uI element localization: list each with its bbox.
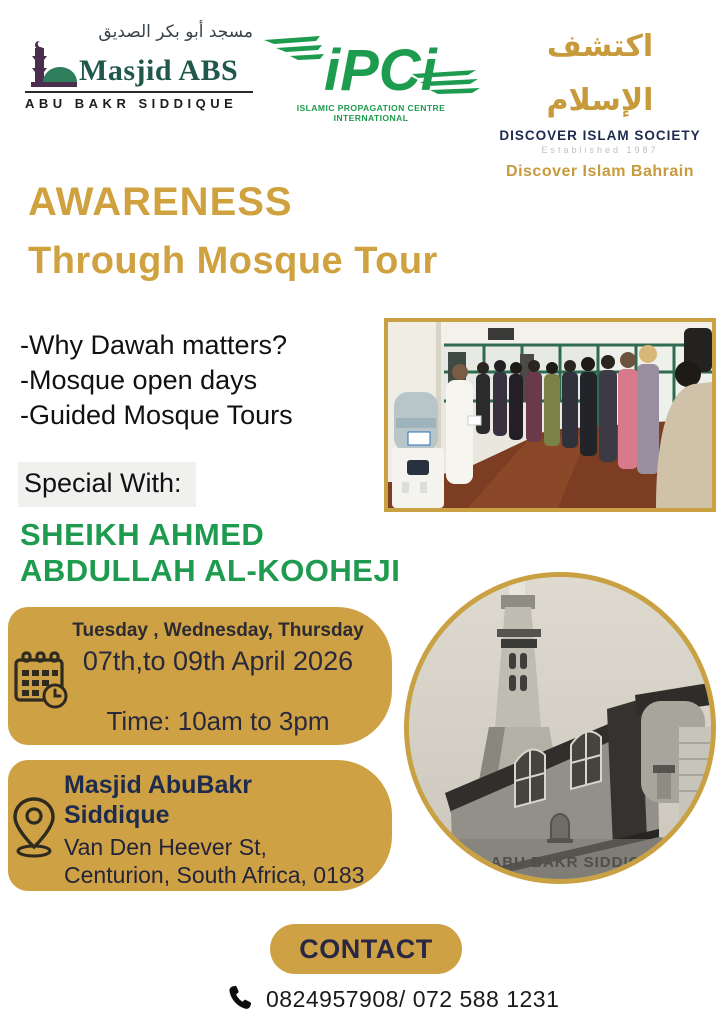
ipci-subtitle: ISLAMIC PROPAGATION CENTRE INTERNATIONAL [296,103,446,123]
calendar-clock-icon [12,650,70,712]
discover-islam-bahrain-tagline: Discover Islam Bahrain [506,163,694,180]
venue-address-line2: Centurion, South Africa, 0183 [64,862,365,888]
schedule-time: Time: 10am to 3pm [106,706,330,736]
location-pin-icon [8,796,60,858]
poster-title-line1: AWARENESS [28,180,293,224]
mosque-exterior-photo [404,572,716,884]
phone-numbers: 0824957908/ 072 588 1231 [266,986,560,1012]
venue-name-line2: Siddique [64,801,170,829]
mosque-minaret-icon [25,40,77,88]
phone-icon [224,982,254,1014]
schedule-dates: 07th,to 09th April 2026 [82,646,354,676]
topic-item-dawah: -Why Dawah matters? [20,330,288,360]
schedule-days: Tuesday , Wednesday, Thursday [72,620,364,641]
svg-text:iPCi: iPCi [324,38,437,102]
discover-islam-logo [494,20,706,181]
masjid-abs-subtitle: ABU BAKR SIDDIQUE [25,96,238,111]
discover-islam-established: Established 1987 [541,145,659,155]
masjid-abs-arabic-text: مسجد أبو بكر الصديق [98,22,253,42]
special-with-label: Special With: [18,462,196,507]
mosque-interior-scene [388,322,712,508]
topic-item-open-days: -Mosque open days [20,365,258,395]
discover-islam-arabic-calligraphy: اكتشف الإسلام [546,29,654,118]
svg-text:ID ABU BAKR SIDDIQU: ID ABU BAKR SIDDIQU [468,854,654,871]
ipci-logo [262,28,480,123]
topic-list [20,328,293,433]
mosque-exterior-scene [409,577,711,879]
ipci-wordmark-icon [262,28,480,102]
masjid-abs-divider [25,91,253,93]
venue-name-line1: Masjid AbuBakr [64,771,253,799]
topic-item-guided-tours: -Guided Mosque Tours [20,400,293,430]
venue-address-line1: Van Den Heever St, [64,834,267,860]
contact-button[interactable]: CONTACT [270,924,462,974]
mosque-interior-photo [384,318,716,512]
discover-islam-society-name: DISCOVER ISLAM SOCIETY [499,128,701,143]
speaker-name-line1: SHEIKH AHMED [20,517,265,552]
masjid-abs-logo [25,22,253,111]
speaker-name-line2: ABDULLAH AL-KOOHEJI [20,553,401,588]
masjid-abs-name: Masjid ABS [79,54,239,87]
poster-title-line2: Through Mosque Tour [28,240,438,282]
